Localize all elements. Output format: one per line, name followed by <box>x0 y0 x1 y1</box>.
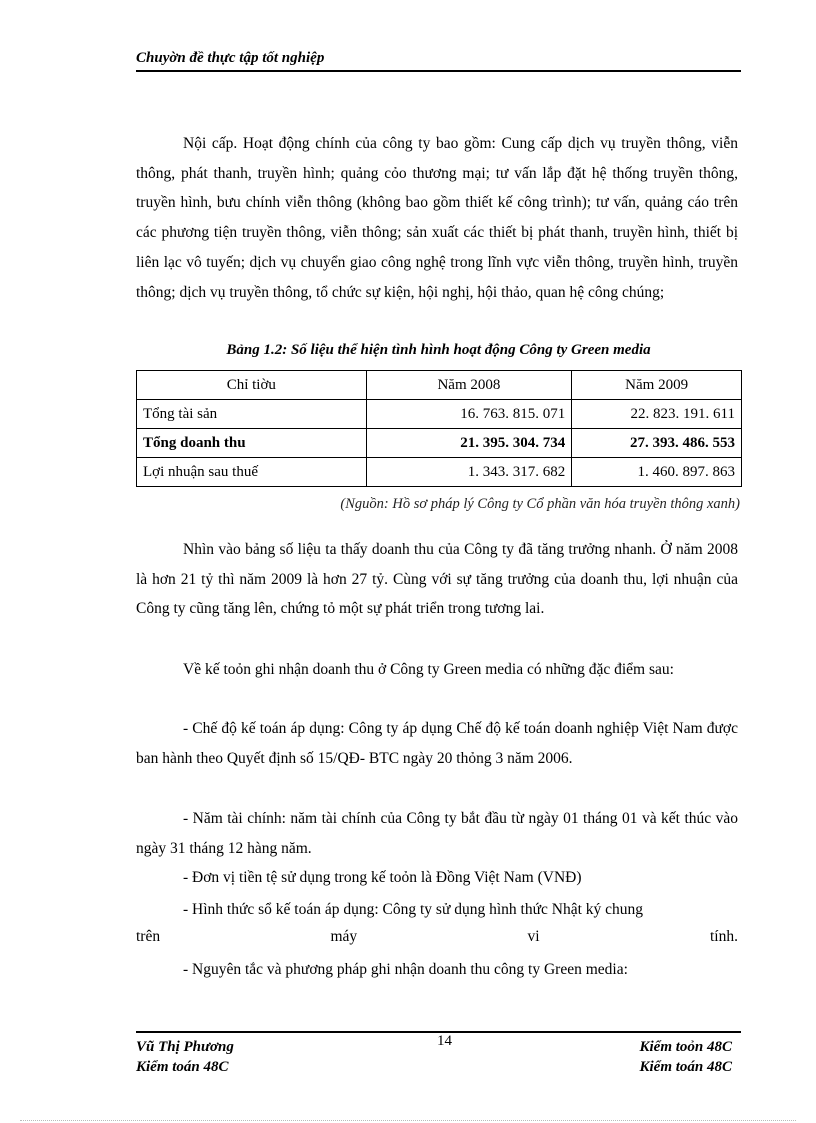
word: tính. <box>709 928 738 945</box>
list-item-currency: - Đơn vị tiền tệ sử dụng trong kế toỏn là Đồng Việt Nam (VNĐ) <box>183 869 582 886</box>
table-header-cell: Chỉ tiờu <box>137 371 367 400</box>
table-cell: 16. 763. 815. 071 <box>366 400 572 429</box>
header-divider <box>136 70 741 72</box>
list-item-fiscal-year: - Năm tài chính: năm tài chính của Công ty bắt đầu từ ngày 01 tháng 01 và kết thúc vào ngày 31 tháng 12 hàng năm. <box>136 810 738 857</box>
table-cell: Tổng tài sản <box>137 400 367 429</box>
list-item-accounting-regime: - Chế độ kế toán áp dụng: Công ty áp dụng Chế độ kế toán doanh nghiệp Việt Nam được ban hành theo Quyết định số 15/QĐ- BTC ngày 20 thỏng 3 năm 2006. <box>136 720 738 767</box>
page-bottom-border <box>20 1120 796 1121</box>
footer-author: Vũ Thị Phương <box>136 1039 234 1055</box>
table-cell: 22. 823. 191. 611 <box>572 400 742 429</box>
table-caption: Bảng 1.2: Số liệu thể hiện tình hình hoạt động Công ty Green media <box>226 342 651 358</box>
table-cell: 1. 343. 317. 682 <box>366 458 572 487</box>
table-cell: Lợi nhuận sau thuế <box>137 458 367 487</box>
paragraph-revenue-analysis: Nhìn vào bảng số liệu ta thấy doanh thu của Công ty đã tăng trưởng nhanh. Ở năm 2008 là hơn 21 tỷ thì năm 2009 là hơn 27 tỷ. Cùng với sự tăng trưởng của doanh thu, lợi nhuận của Công ty cũng tăng lên, chứng tỏ một sự phát triển trong tương lai. <box>136 541 738 618</box>
word: vi <box>527 928 540 945</box>
table-cell: 21. 395. 304. 734 <box>366 429 572 458</box>
word: máy <box>330 928 358 945</box>
table-header-cell: Năm 2009 <box>572 371 742 400</box>
table-cell: Tổng doanh thu <box>137 429 367 458</box>
page-number: 14 <box>437 1033 452 1049</box>
table-row <box>137 458 742 487</box>
footer-class-left: Kiểm toán 48C <box>136 1059 229 1075</box>
bookkeeping-form-continuation <box>136 928 738 946</box>
footer-right <box>639 1037 732 1077</box>
footer-class-right-1: Kiểm toỏn 48C <box>639 1039 732 1055</box>
table-row <box>137 429 742 458</box>
footer-class-right-2: Kiểm toán 48C <box>639 1059 732 1075</box>
table-row <box>137 400 742 429</box>
financial-table <box>136 370 742 487</box>
page-header-title: Chuyờn đề thực tập tốt nghiệp <box>136 50 325 66</box>
list-item-revenue-principles: - Nguyên tắc và phương pháp ghi nhận doanh thu công ty Green media: <box>183 961 628 978</box>
table-header-row <box>137 371 742 400</box>
table-cell: 1. 460. 897. 863 <box>572 458 742 487</box>
word: trên <box>136 928 161 945</box>
table-header-cell: Năm 2008 <box>366 371 572 400</box>
table-source-note: (Nguồn: Hồ sơ pháp lý Công ty Cổ phần văn hóa truyền thông xanh) <box>340 496 740 512</box>
list-item-bookkeeping-form: - Hình thức sổ kế toán áp dụng: Công ty sử dụng hình thức Nhật ký chung <box>183 901 644 918</box>
footer-left <box>136 1037 234 1077</box>
table-cell: 27. 393. 486. 553 <box>572 429 742 458</box>
paragraph-accounting-intro: Về kế toỏn ghi nhận doanh thu ở Công ty Green media có những đặc điểm sau: <box>183 661 674 678</box>
paragraph-company-activities: Nội cấp. Hoạt động chính của công ty bao gồm: Cung cấp dịch vụ truyền thông, viễn thông, phát thanh, truyền hình; quảng cỏo thương mại; tư vấn lắp đặt hệ thống truyền thông, truyền hình, bưu chính viễn thông (không bao gồm thiết kế công trình); tư vấn, quảng cáo trên các phương tiện truyền thông, viễn thông; sản xuất các thiết bị phát thanh, truyền hình, thiết bị liên lạc vô tuyến; dịch vụ chuyển giao công nghệ trong lĩnh vực viễn thông, truyền hình, truyền thông; dịch vụ truyền thông, tổ chức sự kiện, hội nghị, hội thảo, quan hệ công chúng; <box>136 135 738 301</box>
